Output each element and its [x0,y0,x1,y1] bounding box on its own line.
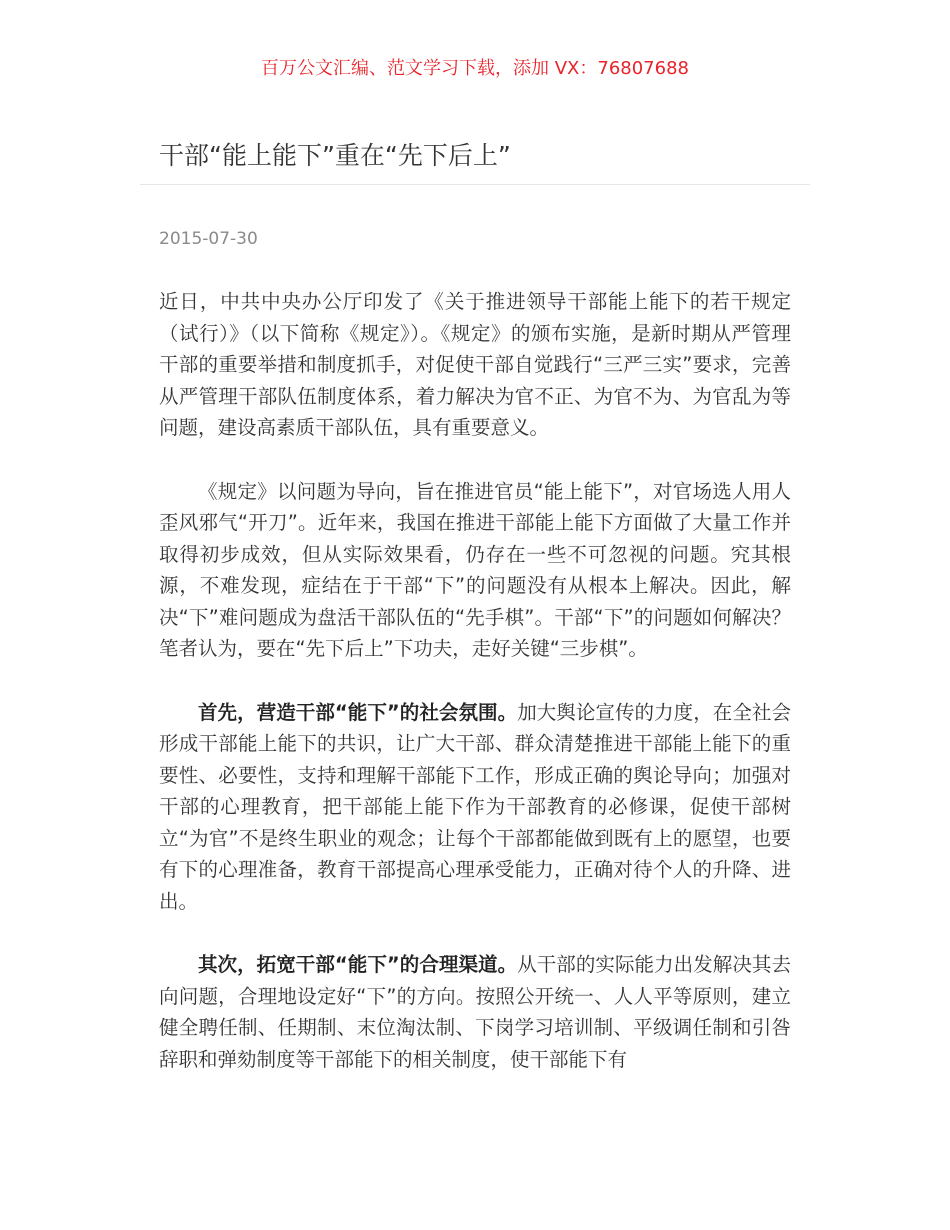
paragraph-3 [159,697,791,918]
paragraph-text: 《规定》以问题为导向，旨在推进官员“能上能下”，对官场选人用人歪风邪气“开刀”。近年来，我国在推进干部能上能下方面做了大量工作并取得初步成效，但从实际效果看，仍存在一些不可忽视的问题。究其根源，不难发现，症结在于干部“下”的问题没有从根本上解决。因此，解决“下”难问题成为盘活干部队伍的“先手棋”。干部“下”的问题如何解决？笔者认为，要在“先下后上”下功夫，走好关键“三步棋”。 [159,479,791,660]
paragraph-4 [159,949,791,1075]
article-title: 干部“能上能下”重在“先下后上” [159,141,511,170]
paragraph-lead: 其次，拓宽干部“能下”的合理渠道。 [198,953,518,976]
article-body [159,286,791,1107]
paragraph-lead: 首先，营造干部“能下”的社会氛围。 [198,700,518,724]
title-divider [140,184,810,185]
download-banner: 百万公文汇编、范文学习下载，添加 VX：76807688 [261,58,689,79]
paragraph-1 [159,286,791,444]
paragraph-2 [159,476,791,665]
paragraph-text: 从干部的实际能力出发解决其去向问题，合理地设定好“下”的方向。按照公开统一、人人平等原则，建立健全聘任制、任期制、末位淘汰制、下岗学习培训制、平级调任制和引咎辞职和弹劾制度等干部能下的相关制度，使干部能下有 [159,953,791,1071]
publish-date: 2015-07-30 [159,229,258,249]
paragraph-text: 近日，中共中央办公厅印发了《关于推进领导干部能上能下的若干规定（试行）》（以下简称《规定》）。《规定》的颁布实施，是新时期从严管理干部的重要举措和制度抓手，对促使干部自觉践行“三严三实”要求，完善从严管理干部队伍制度体系，着力解决为官不正、为官不为、为官乱为等问题，建设高素质干部队伍，具有重要意义。 [159,290,791,439]
paragraph-text: 加大舆论宣传的力度，在全社会形成干部能上能下的共识，让广大干部、群众清楚推进干部能上能下的重要性、必要性，支持和理解干部能下工作，形成正确的舆论导向；加强对干部的心理教育，把干部能上能下作为干部教育的必修课，促使干部树立“为官”不是终生职业的观念；让每个干部都能做到既有上的愿望，也要有下的心理准备，教育干部提高心理承受能力，正确对待个人的升降、进出。 [159,700,791,913]
